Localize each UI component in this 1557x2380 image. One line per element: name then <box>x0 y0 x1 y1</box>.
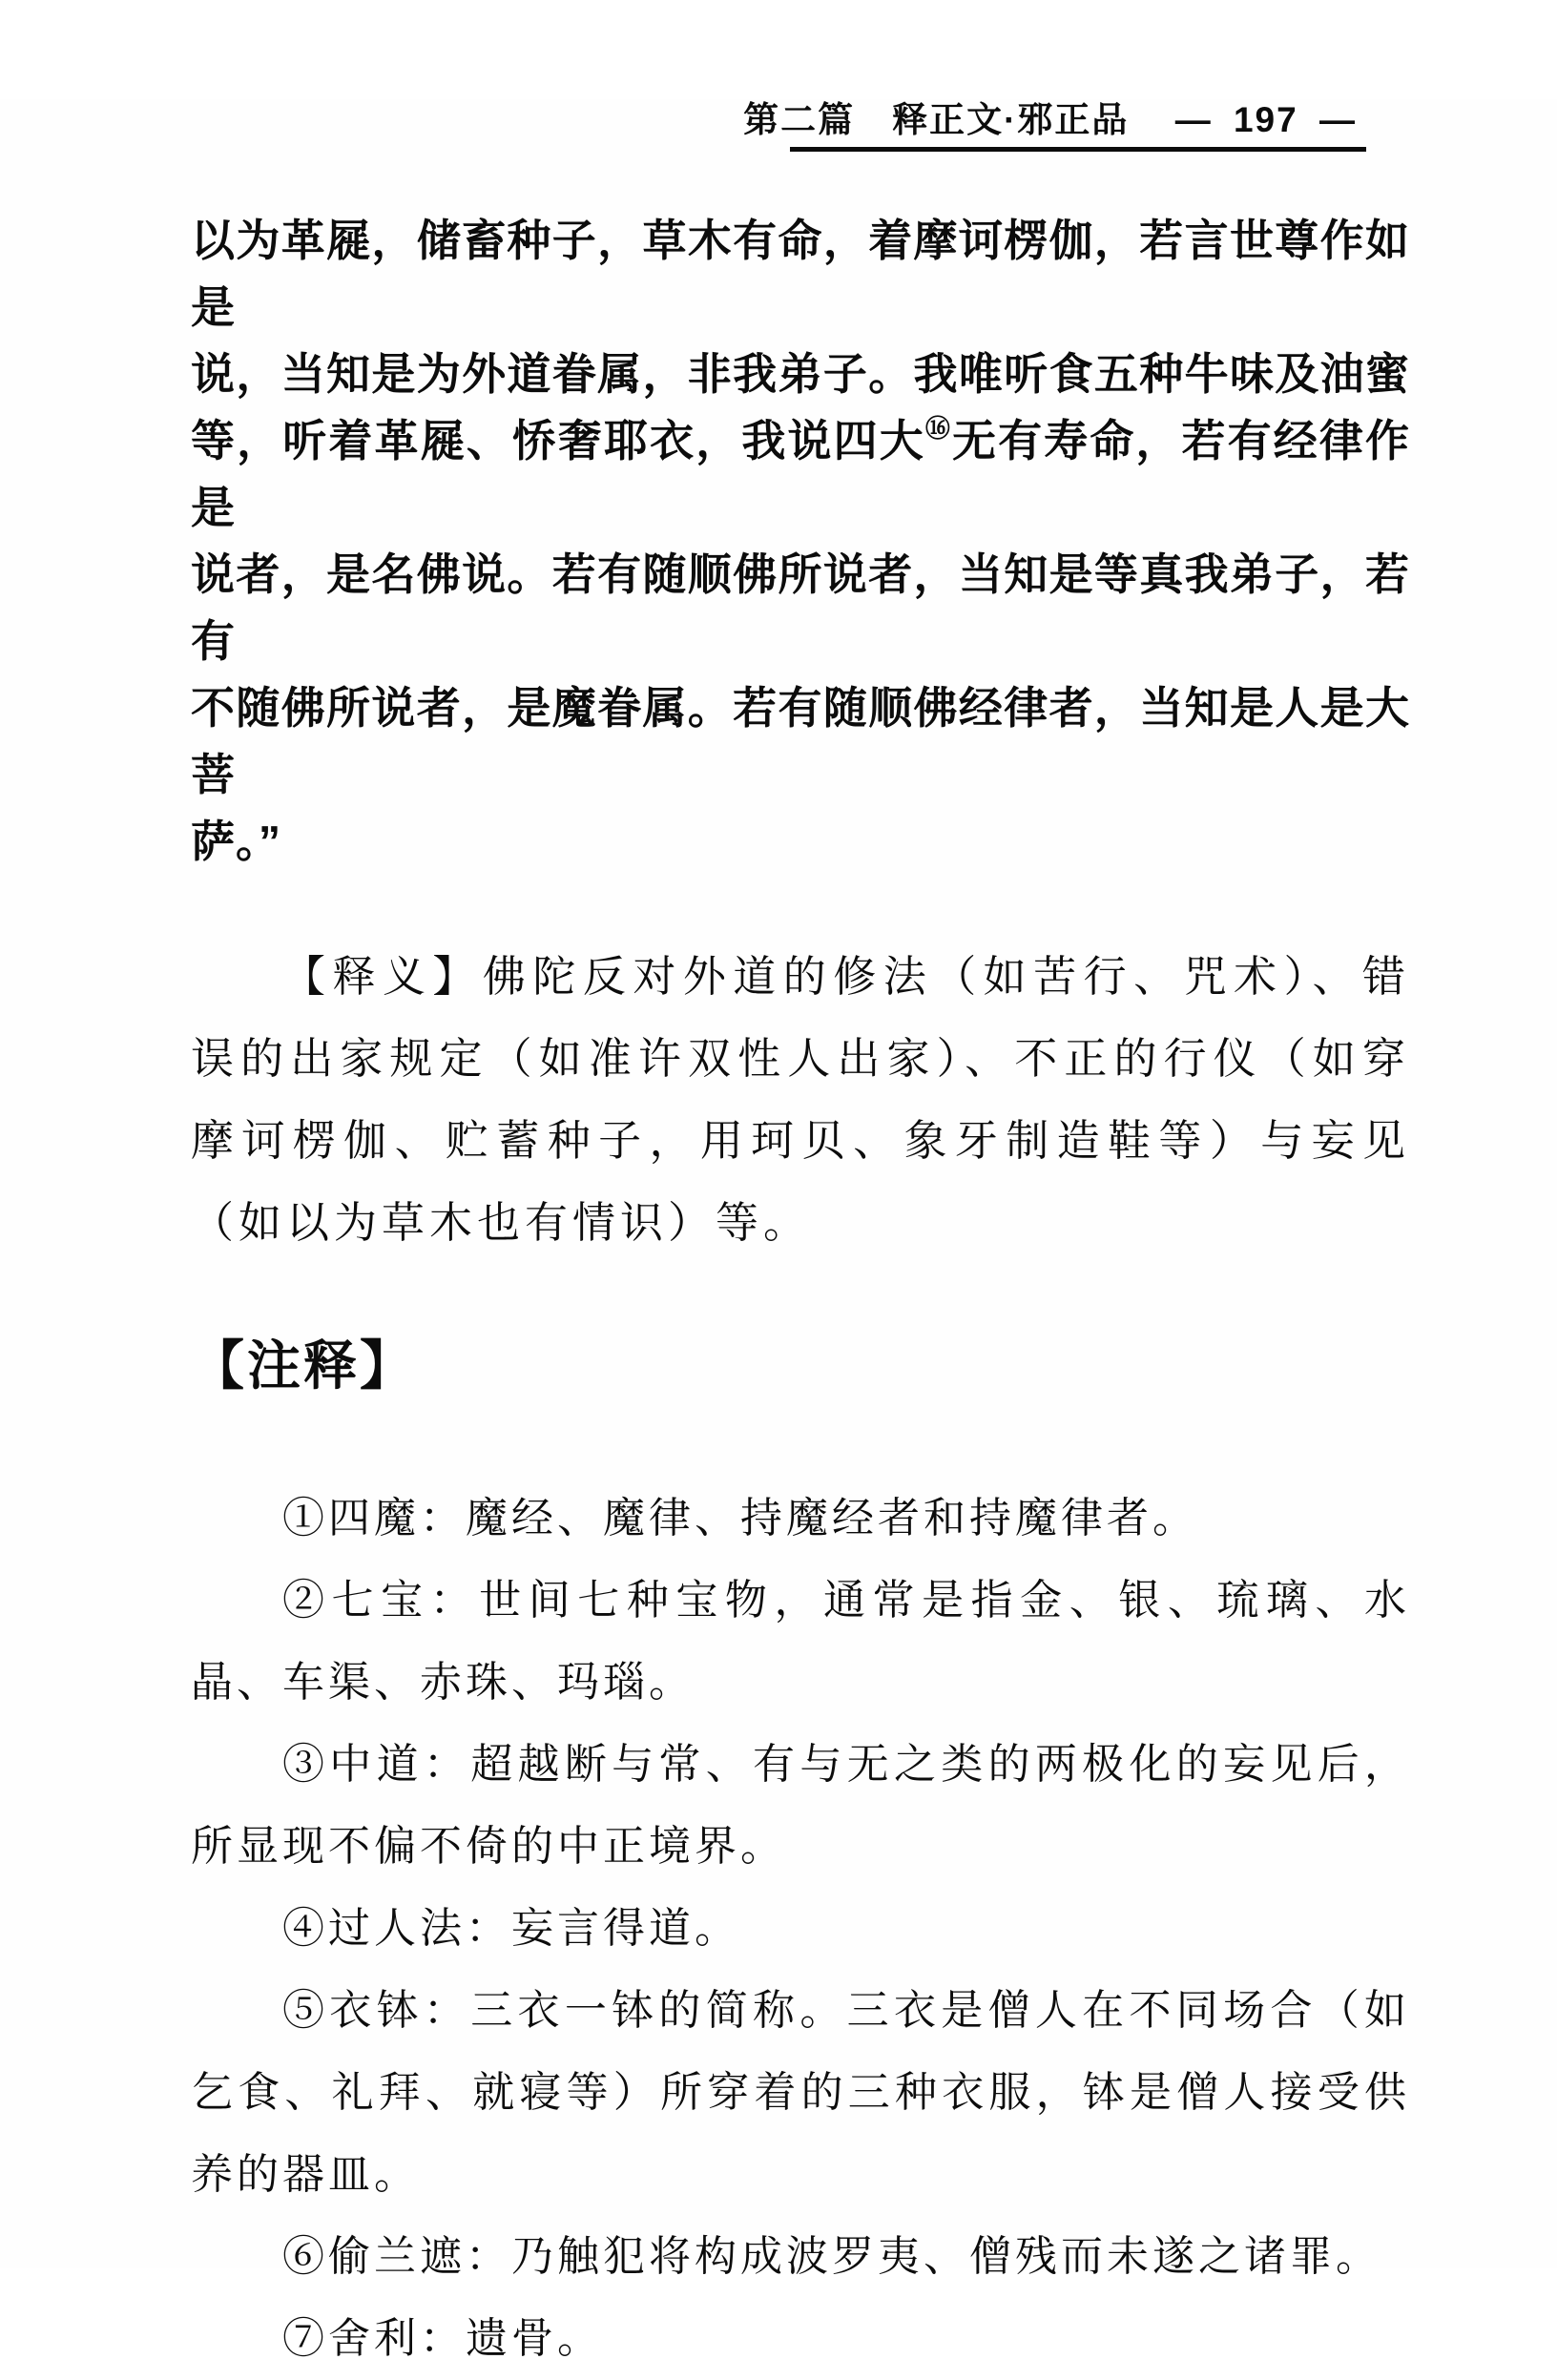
sutra-quote-line: 萨。” <box>191 817 281 866</box>
shiyi-line: 误的出家规定（如准许双性人出家）、不正的行仪（如穿 <box>191 1035 1410 1083</box>
scanned-book-page <box>0 99 1557 2362</box>
sutra-quote-line: 不随佛所说者，是魔眷属。若有随顺佛经律者，当知是人是大菩 <box>191 683 1410 799</box>
note-3-line: ③中道：超越断与常、有与无之类的两极化的妄见后， <box>282 1741 1410 1788</box>
page-number: — 197 — <box>1174 100 1357 139</box>
sutra-quote-line: 说者，是名佛说。若有随顺佛所说者，当知是等真我弟子，若有 <box>191 549 1410 666</box>
header-rule <box>790 147 1366 152</box>
running-header-title: 第二篇 释正文·邪正品 <box>743 100 1130 139</box>
sutra-quote-text: 等，听着革屣、㤭奢耶衣，我说四大 <box>191 416 925 466</box>
note-2-line: ②七宝：世间七种宝物，通常是指金、银、琉璃、水 <box>282 1577 1410 1624</box>
shiyi-paragraph <box>191 936 1410 1264</box>
note-6-line: ⑥偷兰遮：乃触犯将构成波罗夷、僧残而未遂之诸罪。 <box>282 2233 1381 2280</box>
shiyi-line: 【释义】佛陀反对外道的修法（如苦行、咒术）、错 <box>282 953 1410 1001</box>
notes-section <box>191 1478 1410 2380</box>
sutra-quote-line: 说，当知是为外道眷属，非我弟子。我唯听食五种牛味及油蜜 <box>191 349 1410 399</box>
note-1-line: ①四魔：魔经、魔律、持魔经者和持魔律者。 <box>282 1495 1198 1542</box>
note-4-line: ④过人法：妄言得道。 <box>282 1905 740 1952</box>
note-3-line: 所显现不偏不倚的中正境界。 <box>191 1823 786 1870</box>
running-header <box>191 99 1357 141</box>
shiyi-line: （如以为草木也有情识）等。 <box>191 1199 812 1247</box>
shiyi-line: 摩诃楞伽、贮蓄种子，用珂贝、象牙制造鞋等）与妄见 <box>191 1117 1410 1165</box>
note-2-line: 晶、车渠、赤珠、玛瑙。 <box>191 1659 695 1706</box>
note-5-line: 乞食、礼拜、就寝等）所穿着的三种衣服，钵是僧人接受供 <box>191 2069 1410 2116</box>
sutra-quote-paragraph <box>191 207 1410 875</box>
note-7-line: ⑦舍利：遗骨。 <box>282 2315 603 2362</box>
footnote-ref-16: ⑯ <box>924 414 952 443</box>
zhushi-heading: 【注释】 <box>191 1335 416 1396</box>
note-5-line: ⑤衣钵：三衣一钵的简称。三衣是僧人在不同场合（如 <box>282 1987 1410 2034</box>
note-5-line: 养的器皿。 <box>191 2151 420 2198</box>
sutra-quote-line <box>191 407 1410 541</box>
sutra-quote-text: 无有寿命，若有经律作是 <box>191 416 1411 532</box>
sutra-quote-line: 以为革屣，储畜种子，草木有命，着摩诃楞伽，若言世尊作如是 <box>191 216 1410 332</box>
